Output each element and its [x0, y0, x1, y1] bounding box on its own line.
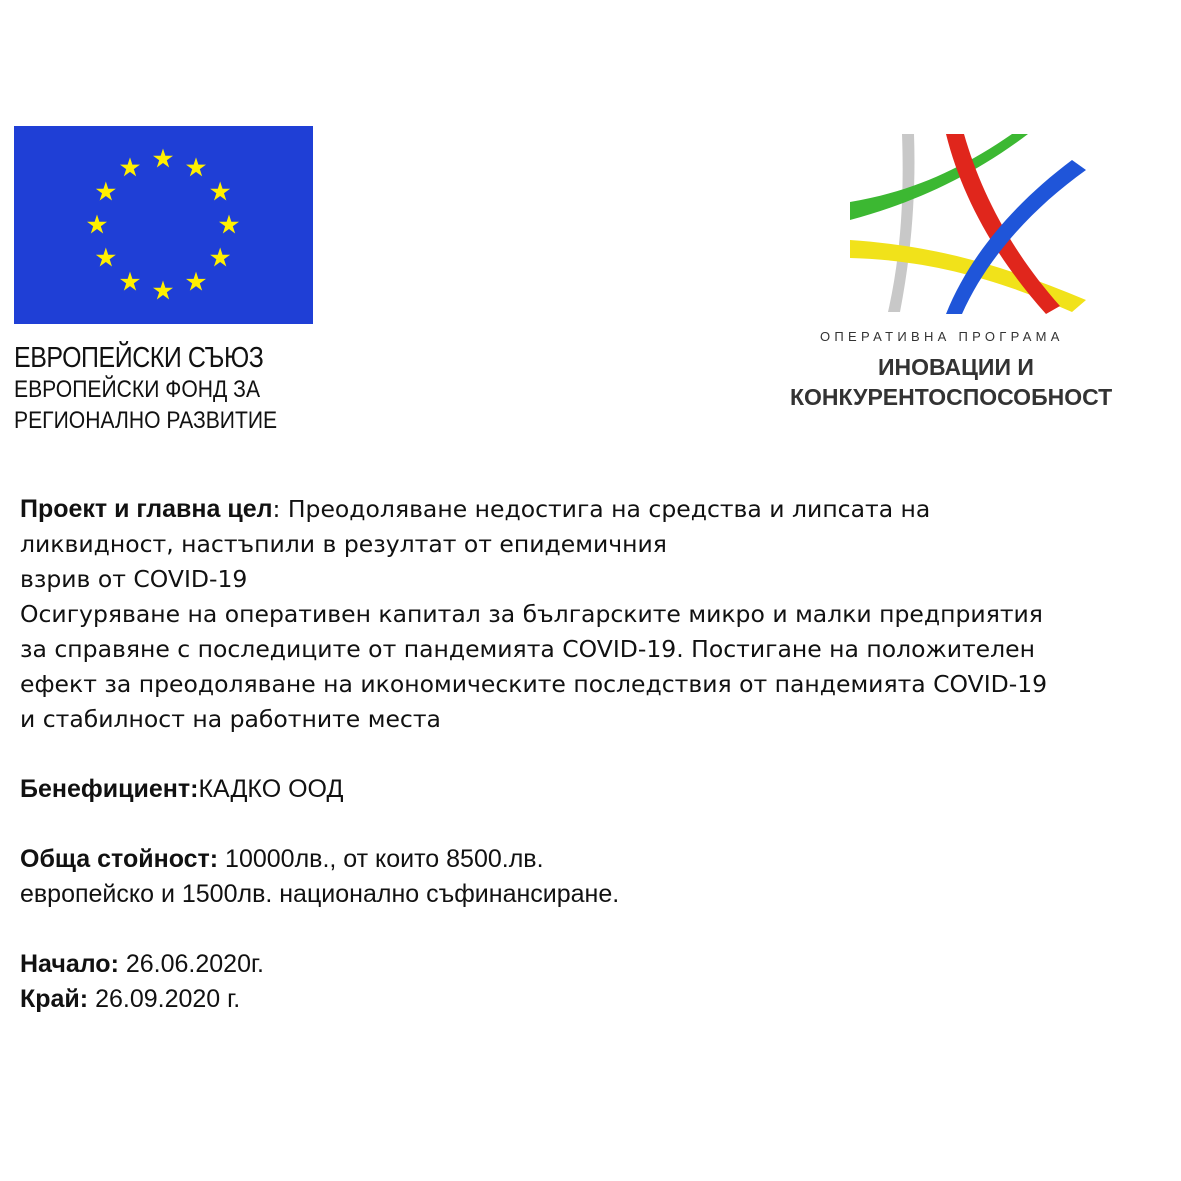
project-label: Проект и главна цел: [20, 495, 273, 523]
start-label: Начало:: [20, 950, 119, 978]
project-goal-2: за справяне с последиците от пандемията COVID-19. Постигане на положителен: [20, 635, 1035, 663]
beneficiary-value: КАДКО ООД: [198, 775, 344, 803]
op-caption: ОПЕРАТИВНА ПРОГРАМА: [820, 329, 1064, 344]
op-name-line1: ИНОВАЦИИ И: [878, 354, 1034, 380]
end-value: 26.09.2020 г.: [88, 985, 241, 1013]
eu-fund-line2: РЕГИОНАЛНО РАЗВИТИЕ: [14, 407, 278, 434]
project-text-3: взрив от COVID-19: [20, 565, 248, 593]
project-text-2: ликвидност, настъпили в резултат от епидемичния: [20, 530, 667, 558]
op-name: [780, 352, 1160, 412]
op-innovation-logo-icon: [850, 130, 1086, 316]
eu-logo-block: [14, 126, 344, 436]
project-text-1: : Преодоляване недостига на средства и липсата на: [272, 495, 931, 523]
total-label: Обща стойност:: [20, 845, 219, 873]
eu-title: ЕВРОПЕЙСКИ СЪЮЗ: [14, 342, 264, 374]
eu-flag-icon: [14, 126, 313, 324]
eu-fund-line1: ЕВРОПЕЙСКИ ФОНД ЗА: [14, 376, 261, 403]
project-goal-4: и стабилност на работните места: [20, 705, 441, 733]
start-date-line: [20, 947, 1170, 982]
start-value: 26.06.2020г.: [118, 950, 264, 978]
project-goal-1: Осигуряване на оперативен капитал за българските микро и малки предприятия: [20, 600, 1043, 628]
total-line-1: [20, 842, 1170, 877]
project-line-1: [20, 492, 1170, 527]
project-goal-3: ефект за преодоляване на икономическите последствия от пандемията COVID-19: [20, 670, 1048, 698]
end-date-line: [20, 982, 1170, 1017]
total-value-1: 10000лв., от които 8500.лв.: [218, 845, 544, 873]
beneficiary-label: Бенефициент:: [20, 775, 199, 803]
beneficiary-line: [20, 772, 1170, 807]
total-value-2: европейско и 1500лв. национално съфинансиране.: [20, 880, 620, 908]
project-info: [20, 492, 1170, 1017]
op-name-line2: КОНКУРЕНТОСПОСОБНОСТ: [790, 384, 1113, 410]
end-label: Край:: [20, 985, 89, 1013]
